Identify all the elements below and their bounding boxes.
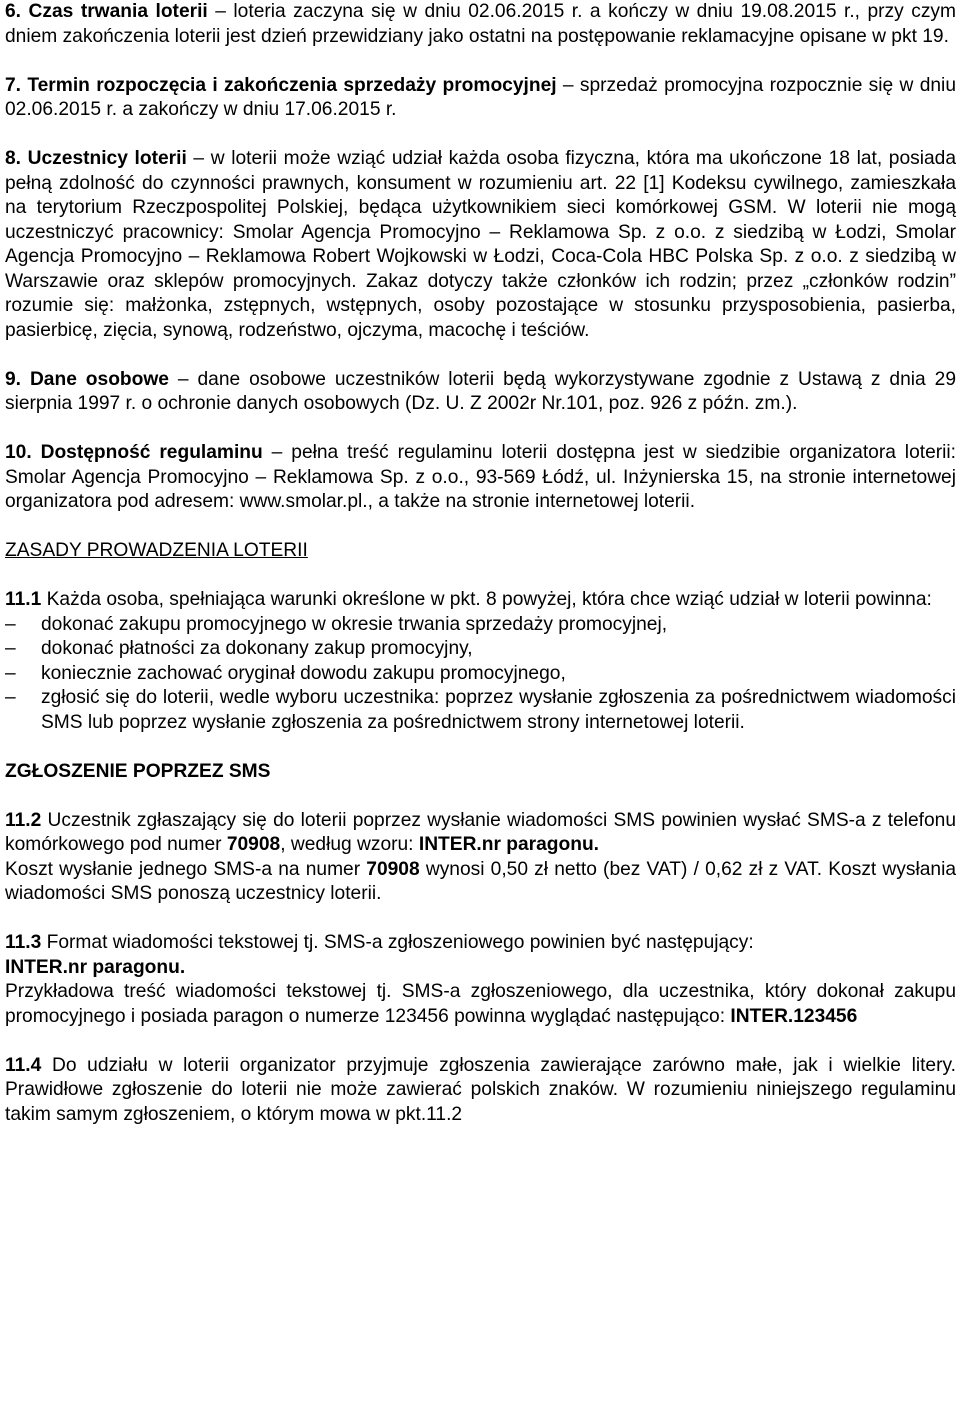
section-11-1-number: 11.1: [5, 589, 42, 610]
requirements-list: [5, 613, 956, 736]
section-10-text: – pełna treść regulaminu loterii dostępna jest w siedzibie organizatora loterii: Smolar Agencja Promocyjno – Reklamowa Sp. z o.o., 93-569 Łódź, ul. Inżynierska 15, na stronie internetowej organizatora pod adresem: www.smolar.pl., a także na stronie internetowej loterii.: [5, 442, 956, 512]
section-11-2-number: 11.2: [5, 809, 42, 831]
sms-number: 70908: [226, 834, 281, 855]
section-6-title: Czas trwania loterii: [28, 1, 208, 22]
section-11-4-number: 11.4: [5, 1054, 42, 1076]
dash-bullet: –: [5, 662, 16, 684]
sms-example: INTER.123456: [730, 1005, 858, 1027]
section-7-text: – sprzedaż promocyjna rozpocznie się w dniu 02.06.2015 r. a zakończy w dniu 17.06.2015 r.: [5, 74, 956, 120]
section-11-2-cost: Koszt wysłanie jednego SMS-a na numer 70908 wynosi 0,50 zł netto (bez VAT) / 0,62 zł z VAT. Koszt wysłania wiadomości SMS ponoszą uczestnicy loterii.: [5, 858, 957, 904]
section-7-title: Termin rozpoczęcia i zakończenia sprzedaży promocyjnej: [27, 74, 557, 96]
section-10: [5, 441, 956, 515]
section-6: [5, 0, 956, 49]
sms-number: 70908: [366, 858, 420, 880]
section-11-3-number: 11.3: [5, 932, 42, 953]
section-10-number: 10.: [5, 442, 32, 463]
section-10-title: Dostępność regulaminu: [40, 442, 263, 463]
section-6-number: 6.: [5, 1, 22, 22]
section-9-text: – dane osobowe uczestników loterii będą wykorzystywane zgodnie z Ustawą z dnia 29 sierpnia 1997 r. o ochronie danych osobowych (Dz. U. Z 2002r Nr.101, poz. 926 z późn. zm.).: [5, 368, 956, 414]
section-11-3-example: Przykładowa treść wiadomości tekstowej tj. SMS-a zgłoszeniowego, dla uczestnika, który dokonał zakupu promocyjnego i posiada paragon o numerze 123456 powinna wyglądać następująco: INTER.123456: [5, 981, 956, 1027]
section-11-1-text: Każda osoba, spełniająca warunki określone w pkt. 8 powyżej, która chce wziąć udział w loterii powinna:: [41, 589, 932, 610]
section-7-number: 7.: [5, 74, 22, 96]
section-11-4: 11.4 Do udziału w loterii organizator przyjmuje zgłoszenia zawierające zarówno małe, jak i wielkie litery. Prawidłowe zgłoszenie do loterii nie może zawierać polskich znaków. W rozumieniu niniejszego regulaminu takim samym zgłoszeniem, o którym mowa w pkt.11.2: [5, 1054, 956, 1125]
sms-format-pattern: INTER.nr paragonu.: [5, 956, 186, 978]
section-11-2: 11.2 Uczestnik zgłaszający się do loterii poprzez wysłanie wiadomości SMS powinien wysłać SMS-a z telefonu komórkowego pod numer 70908, według wzoru: INTER.nr paragonu.: [5, 809, 956, 855]
section-7: [5, 74, 956, 123]
list-item: – dokonać zakupu promocyjnego w okresie trwania sprzedaży promocyjnej,: [5, 613, 956, 638]
dash-bullet: –: [5, 638, 16, 659]
heading-rules: ZASADY PROWADZENIA LOTERII: [5, 540, 308, 561]
list-item: – dokonać płatności za dokonany zakup promocyjny,: [5, 637, 956, 662]
dash-bullet: –: [5, 613, 16, 635]
heading-sms: ZGŁOSZENIE POPRZEZ SMS: [5, 760, 271, 782]
document-page: [5, 0, 956, 1127]
dash-bullet: –: [5, 687, 16, 708]
section-6-text: – loteria zaczyna się w dniu 02.06.2015 r. a kończy w dniu 19.08.2015 r., przy czym dniem zakończenia loterii jest dzień przewidziany jako ostatni na postępowanie reklamacyjne opisane w pkt 19.: [5, 1, 956, 47]
section-8-title: Uczestnicy loterii: [27, 148, 187, 169]
sms-pattern: INTER.nr paragonu.: [418, 834, 600, 855]
section-9-number: 9.: [5, 368, 22, 390]
section-11-3: 11.3 Format wiadomości tekstowej tj. SMS-a zgłoszeniowego powinien być następujący:: [5, 932, 754, 953]
section-8-number: 8.: [5, 148, 22, 169]
section-8: [5, 147, 956, 343]
section-11-1: [5, 588, 956, 613]
list-item: – zgłosić się do loterii, wedle wyboru uczestnika: poprzez wysłanie zgłoszenia za pośrednictwem wiadomości SMS lub poprzez wysłanie zgłoszenia za pośrednictwem strony internetowej loterii.: [5, 687, 956, 733]
section-9: [5, 368, 956, 417]
section-9-title: Dane osobowe: [29, 368, 169, 390]
section-8-text: – w loterii może wziąć udział każda osoba fizyczna, która ma ukończone 18 lat, posiada pełną zdolność do czynności prawnych, konsument w rozumieniu art. 22 [1] Kodeksu cywilnego, zamieszkała na terytorium Rzeczpospolitej Polskiej, będąca użytkownikiem sieci komórkowej GSM. W loterii nie mogą uczestniczyć pracownicy: Smolar Agencja Promocyjno – Reklamowa Sp. z o.o. z siedzibą w Łodzi, Smolar Agencja Promocyjno – Reklamowa Robert Wojkowski w Łodzi, Coca-Cola HBC Polska Sp. z o.o. z siedzibą w Warszawie oraz sklepów promocyjnych. Zakaz dotyczy także członków ich rodzin; przez „członków rodzin” rozumie się: małżonka, zstępnych, wstępnych, osoby pozostające w stosunku przysposobienia, pasierba, pasierbicę, zięcia, synową, rodzeństwo, ojczyma, macochę i teściów.: [5, 148, 956, 341]
list-item: – koniecznie zachować oryginał dowodu zakupu promocyjnego,: [5, 662, 956, 687]
